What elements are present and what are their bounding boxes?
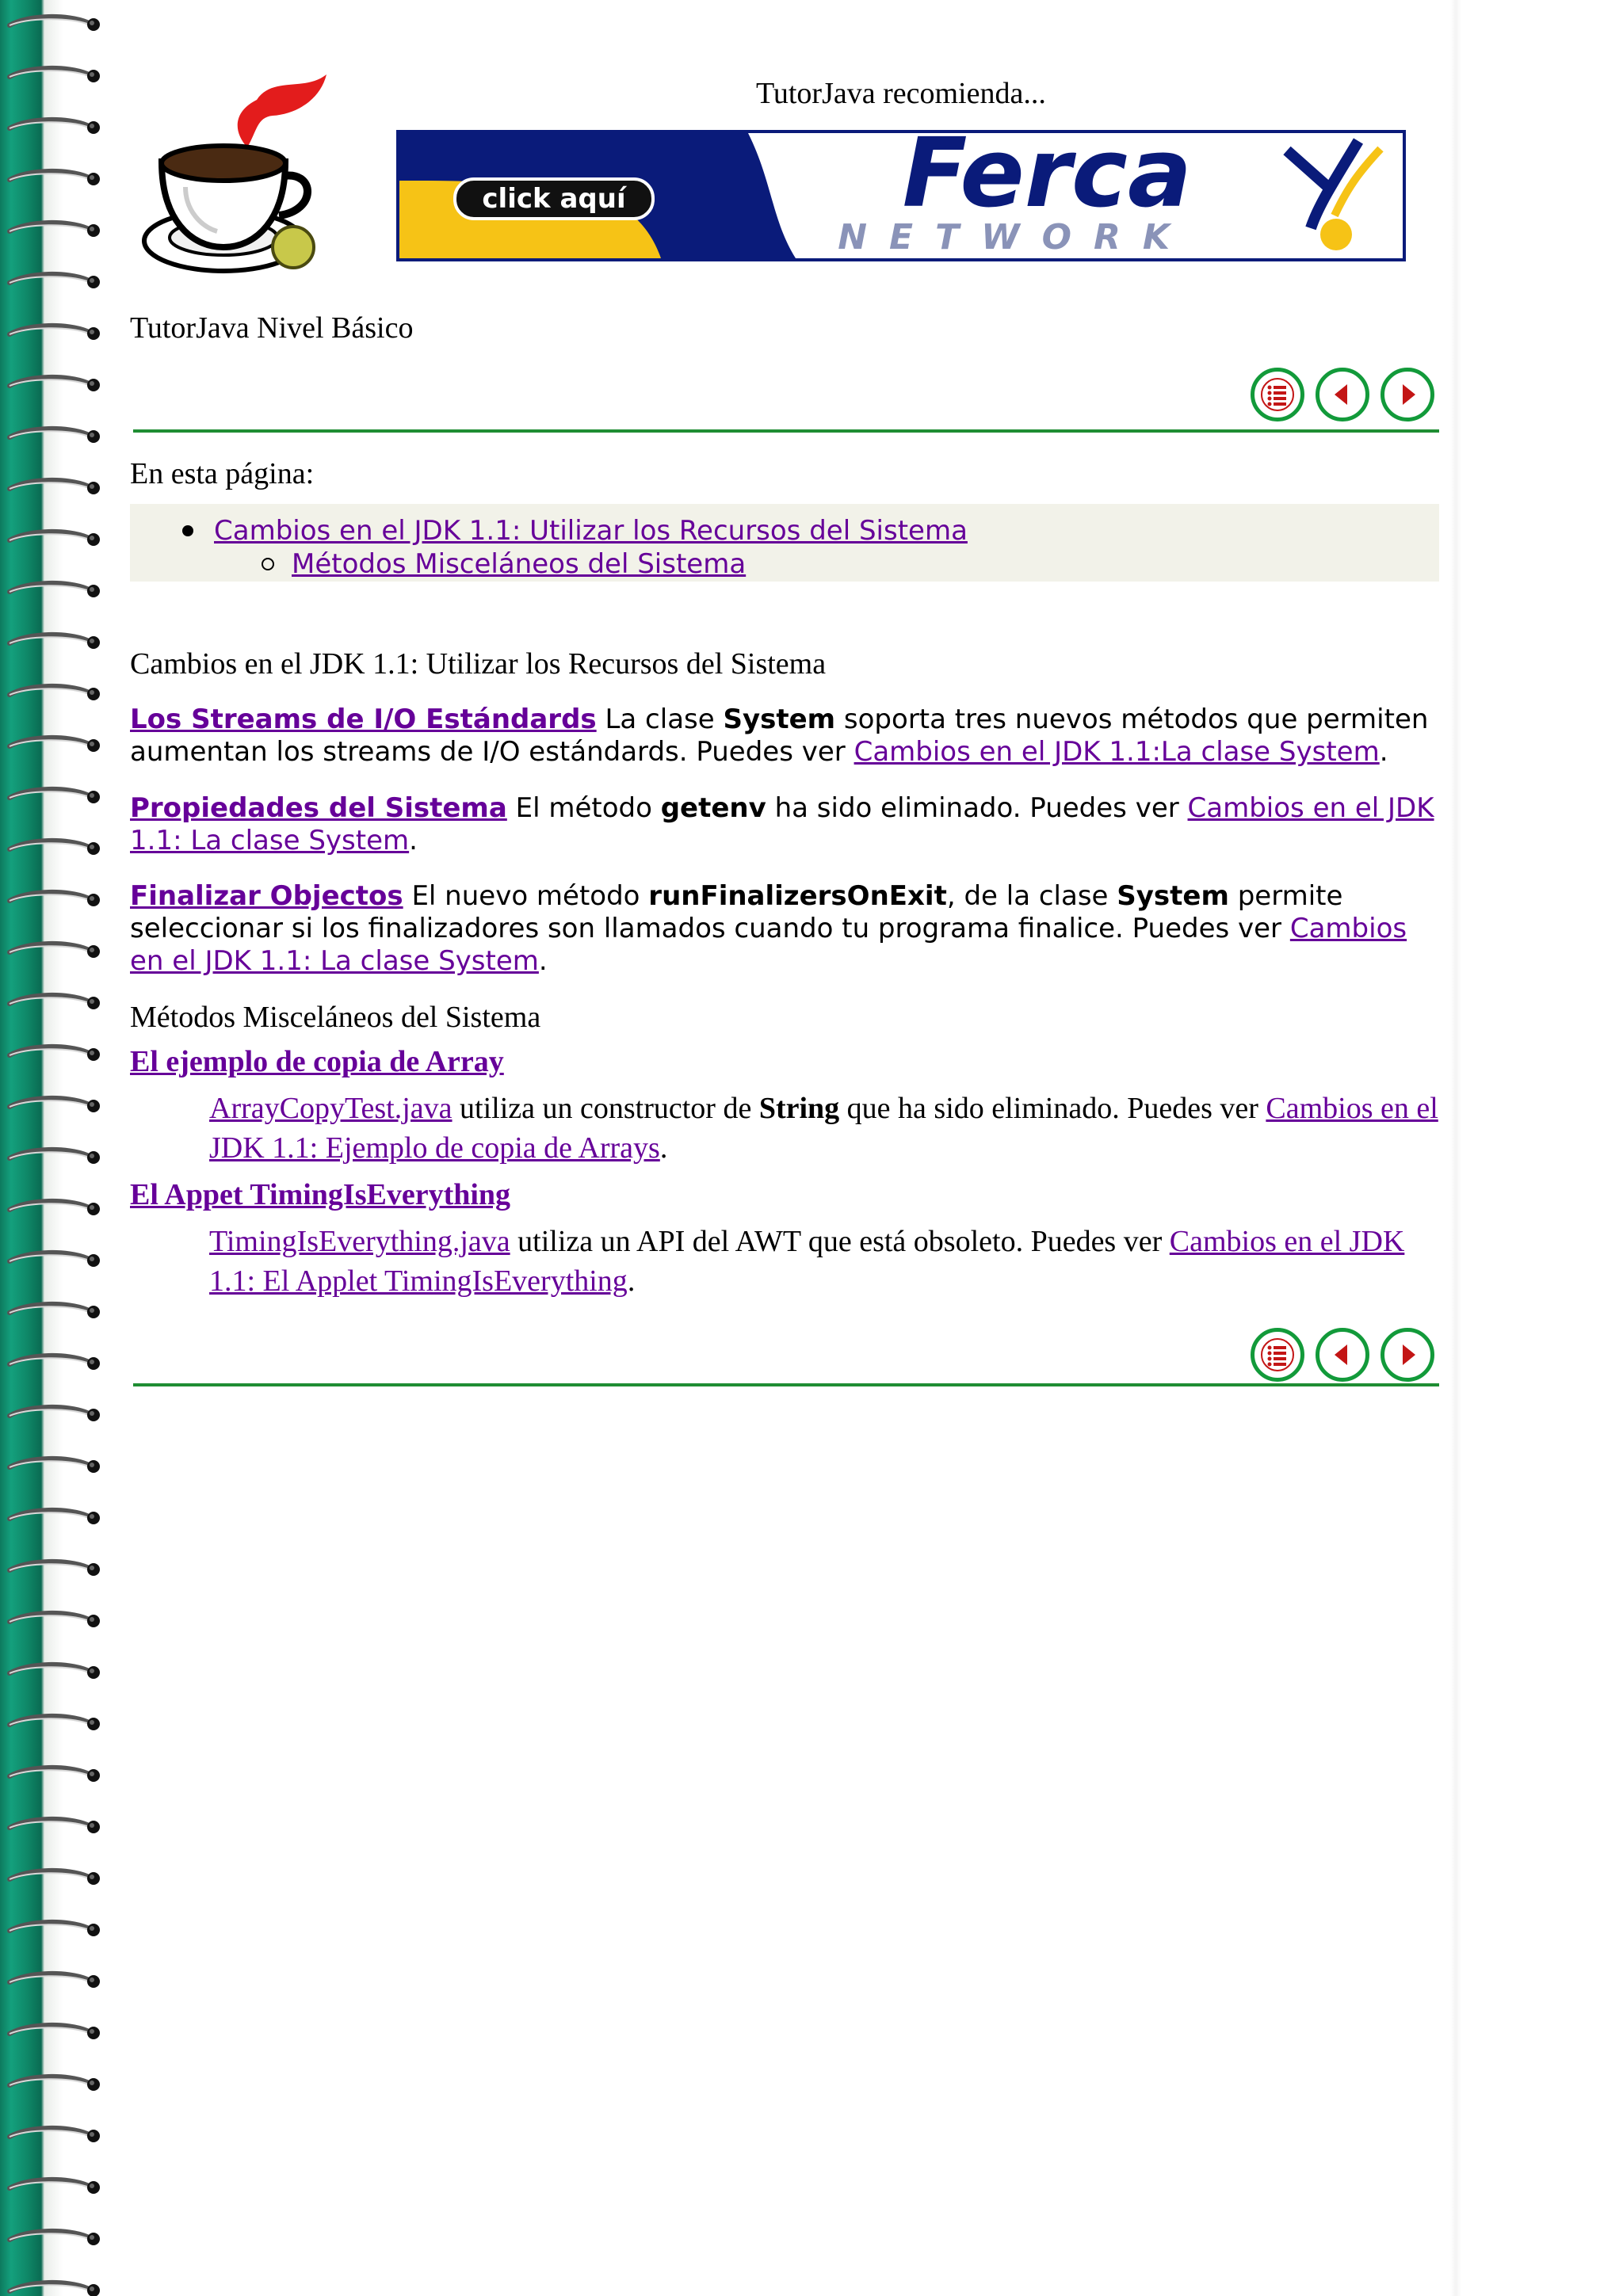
toc-item-level1 (182, 515, 968, 547)
binding-ring-icon (5, 1041, 103, 1065)
click-here-label: click aquí (482, 183, 626, 215)
link-clase-system-2[interactable]: Cambios en el JDK 1.1: La clase System (130, 792, 1434, 856)
binding-ring-icon (5, 1762, 103, 1786)
text: . (659, 1131, 668, 1165)
binding-ring-icon (5, 166, 103, 189)
binding-ring-icon (5, 990, 103, 1013)
binding-ring-icon (5, 1453, 103, 1477)
toc-link-cambios[interactable]: Cambios en el JDK 1.1: Utilizar los Recursos del Sistema (214, 515, 968, 547)
binding-ring-icon (5, 629, 103, 653)
text: soporta tres nuevos métodos que permiten aumentan los streams de I/O estándards. Puedes ver (130, 704, 1429, 768)
binding-ring-icon (5, 2019, 103, 2043)
toc-link-metodos[interactable]: Métodos Misceláneos del Sistema (292, 548, 747, 580)
text: . (627, 1264, 636, 1298)
binding-ring-icon (5, 681, 103, 704)
binding-ring-icon (5, 1505, 103, 1528)
text: . (1379, 736, 1388, 768)
binding-ring-icon (5, 578, 103, 601)
next-icon[interactable] (1381, 1328, 1434, 1382)
link-timingiseverything[interactable]: TimingIsEverything.java (209, 1225, 510, 1258)
network-text: NETWORK (838, 217, 1192, 257)
binding-ring-icon (5, 1299, 103, 1322)
text: El nuevo método (403, 880, 649, 912)
binding-ring-icon (5, 11, 103, 35)
paragraph-copia-array (209, 1089, 1445, 1168)
toc-title: En esta página: (130, 457, 315, 490)
link-applet-timing[interactable]: Cambios en el JDK 1.1: El Applet TimingIsEverything (209, 1225, 1405, 1298)
binding-ring-icon (5, 2174, 103, 2198)
binding-ring-icon (5, 269, 103, 292)
binding-ring-icon (5, 1402, 103, 1425)
paragraph-propiedades (130, 792, 1445, 857)
text: que ha sido eliminado. Puedes ver (839, 1092, 1266, 1125)
bold-string: String (758, 1092, 840, 1125)
top-divider (133, 429, 1439, 433)
bold-system: System (1117, 880, 1229, 912)
binding-ring-icon (5, 1968, 103, 1992)
toc-item-level2 (262, 548, 746, 580)
text: El método (506, 792, 661, 824)
previous-icon[interactable] (1316, 368, 1369, 421)
paragraph-timing (209, 1222, 1445, 1301)
index-icon[interactable] (1251, 1328, 1304, 1382)
link-clase-system-1[interactable]: Cambios en el JDK 1.1:La clase System (854, 736, 1380, 768)
text: La clase (596, 704, 724, 735)
binding-ring-icon (5, 2122, 103, 2146)
link-ejemplo-copia[interactable]: Cambios en el JDK 1.1: Ejemplo de copia de Arrays (209, 1092, 1438, 1165)
level-title: TutorJava Nivel Básico (130, 311, 414, 345)
next-icon[interactable] (1381, 368, 1434, 421)
binding-ring-icon (5, 63, 103, 86)
text: utiliza un constructor de (452, 1092, 759, 1125)
page-edge-shadow (1450, 0, 1461, 2296)
ferca-banner[interactable] (396, 130, 1406, 261)
coffee-cup-logo (138, 68, 336, 284)
binding-ring-icon (5, 1556, 103, 1580)
term-timing-applet[interactable]: El Appet TimingIsEverything (130, 1178, 511, 1211)
binding-ring-icon (5, 114, 103, 138)
bold-getenv: getenv (660, 792, 766, 824)
text: permite seleccionar si los finalizadores son llamados cuando tu programa finalice. Puedes ver (130, 880, 1343, 944)
term-finalizar[interactable]: Finalizar Objectos (130, 880, 403, 912)
binding-ring-icon (5, 1659, 103, 1683)
binding-ring-icon (5, 1711, 103, 1734)
binding-ring-icon (5, 1247, 103, 1271)
binding-ring-icon (5, 784, 103, 807)
ferca-brand-text: Ferca (902, 133, 1192, 229)
binding-ring-icon (5, 887, 103, 910)
bottom-nav (1251, 1328, 1434, 1382)
binding-ring-icon (5, 1865, 103, 1889)
index-icon[interactable] (1251, 368, 1304, 421)
text: . (538, 945, 548, 977)
binding-ring-icon (5, 1814, 103, 1837)
binding-ring-icon (5, 1917, 103, 1940)
paragraph-finalizar (130, 880, 1445, 978)
bullet-disc-icon (182, 525, 193, 536)
link-clase-system-3[interactable]: Cambios en el JDK 1.1: La clase System (130, 913, 1407, 977)
toc-box (130, 504, 1439, 582)
binding-ring-icon (5, 835, 103, 859)
binding-ring-icon (5, 2071, 103, 2095)
binding-ring-icon (5, 372, 103, 395)
previous-icon[interactable] (1316, 1328, 1369, 1382)
term-copia-array[interactable]: El ejemplo de copia de Array (130, 1045, 504, 1078)
binding-ring-icon (5, 732, 103, 756)
binding-ring-icon (5, 938, 103, 962)
top-nav (1251, 368, 1434, 421)
binding-ring-icon (5, 1144, 103, 1168)
bottom-divider (133, 1383, 1439, 1386)
binding-ring-icon (5, 526, 103, 550)
bold-runfinalizers: runFinalizersOnExit (648, 880, 947, 912)
recommend-text: TutorJava recomienda... (756, 77, 1046, 110)
text: . (409, 825, 418, 856)
notebook-binding (0, 0, 111, 2296)
binding-ring-icon (5, 2225, 103, 2249)
bullet-circle-icon (262, 558, 274, 570)
term-streams[interactable]: Los Streams de I/O Estándards (130, 704, 597, 735)
binding-ring-icon (5, 217, 103, 241)
text: , de la clase (946, 880, 1117, 912)
section2-title: Métodos Misceláneos del Sistema (130, 1001, 541, 1034)
binding-ring-icon (5, 320, 103, 344)
text: utiliza un API del AWT que está obsoleto. Puedes ver (510, 1225, 1170, 1258)
link-arraycopytest[interactable]: ArrayCopyTest.java (209, 1092, 453, 1125)
binding-ring-icon (5, 2277, 103, 2296)
section1-title: Cambios en el JDK 1.1: Utilizar los Recursos del Sistema (130, 647, 827, 681)
paragraph-streams (130, 704, 1445, 769)
bold-system: System (723, 704, 836, 735)
binding-ring-icon (5, 475, 103, 498)
term-propiedades[interactable]: Propiedades del Sistema (130, 792, 507, 824)
binding-ring-icon (5, 1196, 103, 1219)
binding-ring-icon (5, 1350, 103, 1374)
text: ha sido eliminado. Puedes ver (766, 792, 1188, 824)
binding-ring-icon (5, 423, 103, 447)
binding-ring-icon (5, 1093, 103, 1116)
binding-ring-icon (5, 1608, 103, 1631)
